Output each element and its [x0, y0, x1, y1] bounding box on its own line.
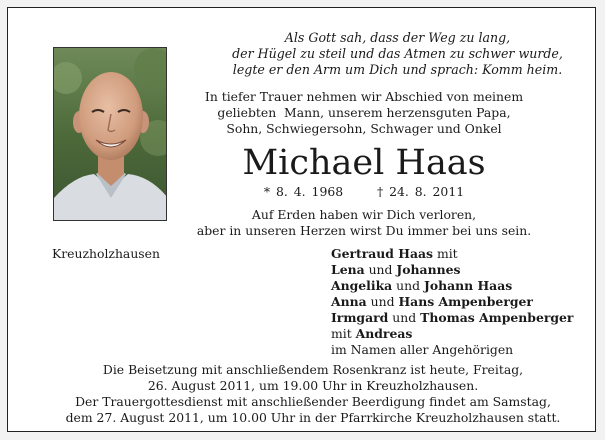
intro-line: geliebten Mann, unserem herzensguten Papa,: [217, 105, 511, 120]
mourner-row: mit Andreas: [331, 326, 413, 341]
death-date: † 24. 8. 2011: [377, 184, 465, 199]
verse-line: aber in unseren Herzen wirst Du immer bei uns sein.: [196, 223, 532, 238]
mourner-row: Gertraud Haas mit: [331, 246, 458, 261]
verse-line: Auf Erden haben wir Dich verloren,: [251, 207, 477, 222]
mourner-row: Angelika und Johann Haas: [331, 278, 513, 293]
intro-line: In tiefer Trauer nehmen wir Abschied von meinem: [204, 89, 524, 104]
funeral-line: dem 27. August 2011, um 10.00 Uhr in der Pfarrkirche Kreuzholzhausen statt.: [65, 410, 561, 425]
funeral-line: Die Beisetzung mit anschließendem Rosenkranz ist heute, Freitag,: [102, 362, 524, 377]
quote-block: [200, 30, 595, 78]
portrait-photo: [53, 47, 167, 221]
portrait-image: [54, 48, 167, 221]
verse-text: [174, 207, 554, 239]
mourners-list: [331, 246, 573, 358]
mourner-row: im Namen aller Angehörigen: [331, 342, 514, 357]
mourner-row: Lena und Johannes: [331, 262, 461, 277]
intro-text: [174, 89, 554, 137]
quote-line: der Hügel zu steil und das Atmen zu schwer wurde,: [232, 46, 563, 61]
intro-line: Sohn, Schwiegersohn, Schwager und Onkel: [226, 121, 502, 136]
life-dates: [174, 184, 554, 200]
mourner-row: Irmgard und Thomas Ampenberger: [331, 310, 574, 325]
quote-line: legte er den Arm um Dich und sprach: Komm heim.: [232, 62, 563, 77]
place-name: Kreuzholzhausen: [52, 246, 160, 261]
mourner-row: Anna und Hans Ampenberger: [331, 294, 533, 309]
birth-date: * 8. 4. 1968: [263, 184, 344, 199]
funeral-line: 26. August 2011, um 19.00 Uhr in Kreuzholzhausen.: [147, 378, 479, 393]
obituary-card: [7, 7, 596, 432]
deceased-name: Michael Haas: [242, 143, 486, 183]
funeral-line: Der Trauergottesdienst mit anschließender Beerdigung findet am Samstag,: [75, 394, 551, 409]
quote-line: Als Gott sah, dass der Weg zu lang,: [284, 30, 511, 45]
funeral-notice: [38, 362, 588, 426]
